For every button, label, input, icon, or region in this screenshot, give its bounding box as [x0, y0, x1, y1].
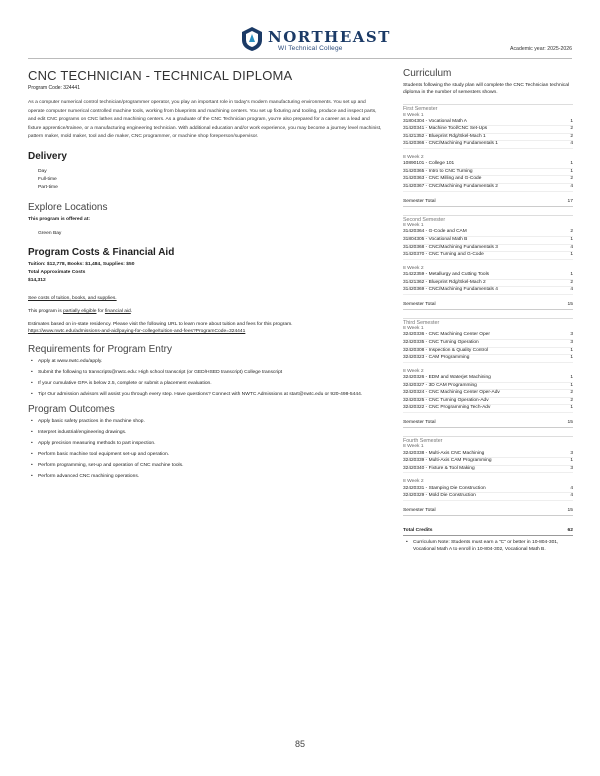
- course-title: 31421362 - Blueprint Rdg/Skel-Mach 2: [403, 279, 486, 285]
- course-credits: 1: [570, 375, 573, 380]
- course-credits: 3: [570, 340, 573, 346]
- semester-block: [403, 436, 573, 516]
- course-title: 32420329 - Mold Die Construction: [403, 493, 476, 499]
- semester-total-value: 17: [567, 198, 573, 204]
- semester-title: Second Semester: [403, 215, 573, 224]
- course-title: 31422359 - Metallurgy and Cutting Tools: [403, 271, 490, 277]
- course-credits: 2: [570, 397, 573, 403]
- requirements-list: [28, 358, 383, 398]
- course-row: [403, 405, 573, 413]
- program-code: Program Code: 324441: [28, 85, 80, 91]
- delivery-list: [28, 168, 383, 193]
- program-title: CNC TECHNICIAN - TECHNICAL DIPLOMA: [28, 68, 293, 83]
- semester-total-label: Semester Total: [403, 507, 436, 513]
- semester-title: Fourth Semester: [403, 436, 573, 445]
- semester-list: [403, 104, 573, 516]
- course-title: 31420369 - CNC/Machining Fundamentals 4: [403, 287, 498, 293]
- delivery-item: Day: [38, 168, 47, 174]
- delivery-item: Full-time: [38, 177, 57, 183]
- outcome-item: • Apply precision measuring methods to part inspection.: [28, 440, 383, 447]
- course-title: 31420366 - CNC/Machining Fundamentals 1: [403, 141, 498, 147]
- program-details: [28, 68, 383, 484]
- course-row: [403, 287, 573, 295]
- course-row: [403, 237, 573, 245]
- week-label: 8 Week 1: [403, 223, 424, 229]
- course-title: 31420363 - CNC Milling and G-Code: [403, 176, 482, 182]
- outcome-item: • Perform basic machine tool equipment set-up and operation.: [28, 451, 383, 458]
- semester-block: [403, 215, 573, 310]
- course-credits: 1: [570, 355, 573, 361]
- course-title: 31804305 - Vocational Math B: [403, 236, 468, 242]
- semester-total-label: Semester Total: [403, 419, 436, 425]
- course-title: 31420365 - Intro to CNC Turning: [403, 168, 473, 174]
- curriculum-notes: [403, 539, 573, 553]
- requirement-item: • Tip! Our admission advisors will assist you through every step. Have questions? Connect with NWTC Admissions at start@nwtc.edu or 920-498-5444.: [28, 391, 383, 398]
- course-title: 32420326 - EDM and Waterjet Machining: [403, 375, 491, 380]
- outcome-item: • Perform advanced CNC machining operations.: [28, 473, 383, 480]
- course-credits: 4: [570, 287, 573, 293]
- semester-total-row: [403, 199, 573, 207]
- costs-link[interactable]: See costs of tuition, books, and supplies.: [28, 295, 117, 301]
- requirement-item: • Apply at www.nwtc.edu/apply.: [28, 358, 383, 365]
- course-title: 31420370 - CNC Turning and G-Code: [403, 252, 484, 258]
- course-row: [403, 340, 573, 348]
- course-title: 32420336 - CNC Machining Center Oper: [403, 332, 490, 338]
- course-title: 31420364 - G-Code and CAM: [403, 229, 467, 235]
- week-label: 8 Week 2: [403, 265, 424, 271]
- semester-total-label: Semester Total: [403, 301, 436, 307]
- course-row: [403, 184, 573, 192]
- requirement-item: • Submit the following to transcripts@nwtc.edu: High school transcript (or GED/HSED transcript) College transcript: [28, 369, 383, 376]
- header-divider: [28, 58, 572, 59]
- course-title: 32420308 - Inspection & Quality Control: [403, 347, 489, 353]
- course-row: [403, 375, 573, 383]
- delivery-heading: Delivery: [28, 150, 67, 162]
- course-credits: 3: [570, 465, 573, 471]
- total-credits-row: [403, 528, 573, 536]
- week-label: 8 Week 1: [403, 444, 424, 450]
- course-title: 32420322 - CNC Programming Tech-Adv: [403, 405, 491, 411]
- course-row: [403, 458, 573, 466]
- course-credits: 4: [570, 141, 573, 147]
- outcomes-heading: Program Outcomes: [28, 404, 115, 416]
- semester-total-value: 15: [567, 301, 573, 307]
- semester-total-row: [403, 508, 573, 516]
- college-logo-icon: [240, 26, 264, 52]
- delivery-item: Part-time: [38, 185, 58, 191]
- week-label: 8 Week 1: [403, 326, 424, 332]
- course-credits: 1: [570, 271, 573, 277]
- week-label: 8 Week 1: [403, 112, 424, 118]
- curriculum-heading: Curriculum: [403, 68, 452, 79]
- course-row: [403, 252, 573, 260]
- course-title: 32420327 - 3D CAM Programming: [403, 382, 477, 388]
- estimate-text: Estimates based on in-state residency. Please visit the following URL to learn more about tuition and fees for this program.: [28, 321, 293, 327]
- course-credits: 1: [570, 458, 573, 464]
- outcome-item: • Apply basic safety practices in the machine shop.: [28, 418, 383, 425]
- partially-eligible-link[interactable]: partially eligible: [63, 309, 97, 315]
- outcome-item: • Interpret industrial/engineering drawings.: [28, 429, 383, 436]
- course-credits: 3: [570, 332, 573, 338]
- course-title: 32420324 - CNC Machining Center Oper-Adv: [403, 390, 500, 396]
- course-row: [403, 126, 573, 134]
- course-row: [403, 141, 573, 149]
- course-credits: 4: [570, 493, 573, 499]
- course-row: [403, 332, 573, 340]
- course-row: [403, 280, 573, 288]
- course-credits: 1: [570, 118, 573, 124]
- course-title: 32420339 - Multi-Axis CAM Programming: [403, 458, 492, 464]
- costs-total-label: Total Approximate Costs: [28, 270, 86, 276]
- course-row: [403, 272, 573, 280]
- course-credits: 4: [570, 485, 573, 491]
- financial-aid-link[interactable]: financial aid: [104, 309, 131, 315]
- outcome-item: • Perform programming, set-up and operation of CNC machine tools.: [28, 462, 383, 469]
- curriculum-note: • Curriculum Note: Students must earn a "C" or better in 10-804-301, Vocational Math A to enroll in 10-804-302, Vocational Math B.: [403, 539, 573, 553]
- page-number: 85: [294, 739, 305, 749]
- course-title: 31421352 - Blueprint Rdg/Skel-Mach 1: [403, 133, 486, 139]
- course-row: [403, 245, 573, 253]
- course-credits: 2: [570, 126, 573, 132]
- semester-total-label: Semester Total: [403, 198, 436, 204]
- financial-aid-line: This program is partially eligible for financial aid.: [28, 309, 133, 315]
- requirement-item: • If your cumulative GPA is below 2.5, complete or submit a placement evaluation.: [28, 380, 383, 387]
- course-title: 32420331 - Stamping Die Construction: [403, 485, 486, 491]
- course-credits: 4: [570, 244, 573, 250]
- semester-block: [403, 104, 573, 207]
- week-label: 8 Week 2: [403, 155, 424, 161]
- requirements-heading: Requirements for Program Entry: [28, 344, 172, 356]
- course-credits: 1: [570, 405, 573, 411]
- location-item: Green Bay: [38, 230, 62, 236]
- tuition-url-link[interactable]: https://www.nwtc.edu/admissions-and-aid/paying-for-college/tuition-and-fees?ProgramCode=324441: [28, 328, 246, 334]
- course-title: 32420325 - CNC Turning Operation-Adv: [403, 397, 489, 403]
- semester-title: First Semester: [403, 104, 573, 113]
- college-name: NORTHEAST: [268, 28, 391, 46]
- college-subname: WI Technical College: [278, 45, 343, 52]
- course-credits: 2: [570, 279, 573, 285]
- semester-total-row: [403, 302, 573, 310]
- course-row: [403, 466, 573, 474]
- course-row: [403, 161, 573, 169]
- outcomes-list: [28, 418, 383, 480]
- course-row: [403, 390, 573, 398]
- semester-total-value: 15: [567, 507, 573, 513]
- college-logo: [240, 26, 390, 56]
- course-credits: 1: [570, 236, 573, 242]
- course-credits: 2: [570, 390, 573, 396]
- course-credits: 2: [570, 133, 573, 139]
- course-credits: 1: [570, 161, 573, 167]
- semester-title: Third Semester: [403, 318, 573, 327]
- course-title: 32420335 - CNC Turning Operation: [403, 340, 479, 346]
- course-row: [403, 229, 573, 237]
- curriculum-intro: Students following the study plan will complete the CNC Technician technical diploma in the number of semesters shown.: [403, 83, 570, 95]
- course-title: 32420338 - Multi-Axis CNC Machining: [403, 450, 485, 456]
- course-row: [403, 493, 573, 501]
- semester-total-value: 15: [567, 419, 573, 425]
- week-label: 8 Week 2: [403, 479, 424, 485]
- locations-offered-label: This program is offered at:: [28, 216, 90, 222]
- course-title: 10890101 - College 101: [403, 161, 455, 167]
- program-description: As a computer numerical control technician/programmer operator, you play an important role in today's modern manufacturing environments. You set up and operate computer numerical controlled machine tools, working from blueprints and machining centers. You set up fixturing and tooling, produce and inspect parts, and edit CNC programs on CNC lathes and machining centers. As a graduate of the CNC Technician program, you're also prepared for a career as a lead and fixture apprentice/trainee, or a manufacturing engineering technician. With additional education and/or work experience, you may become a journey level machinist, pattern maker, mold maker, tool and die maker, CNC programmer, or machine shop foreperson/supervisor.: [28, 100, 382, 140]
- course-title: 32420340 - Fixture & Tool Making: [403, 465, 475, 471]
- academic-year: Academic year: 2025-2026: [510, 46, 572, 52]
- course-credits: 2: [570, 176, 573, 182]
- course-credits: 1: [570, 382, 573, 388]
- costs-heading: Program Costs & Financial Aid: [28, 246, 175, 258]
- course-credits: 1: [570, 347, 573, 353]
- curriculum-panel: [403, 68, 573, 557]
- semester-total-row: [403, 420, 573, 428]
- course-row: [403, 355, 573, 363]
- total-credits-label: Total Credits: [403, 527, 433, 533]
- course-title: 32420323 - CAM Programming: [403, 355, 470, 361]
- locations-heading: Explore Locations: [28, 201, 108, 213]
- semester-block: [403, 318, 573, 428]
- course-title: 31804304 - Vocational Math A: [403, 118, 468, 124]
- week-label: 8 Week 2: [403, 368, 424, 374]
- total-credits-value: 62: [567, 527, 573, 533]
- course-credits: 4: [570, 184, 573, 190]
- locations-list: [28, 230, 383, 238]
- course-title: 31420367 - CNC/Machining Fundamentals 2: [403, 184, 498, 190]
- course-credits: 1: [570, 252, 573, 258]
- costs-total-value: $14,312: [28, 278, 46, 284]
- costs-breakdown: Tuition: $12,778, Books: $1,484, Supplies: $50: [28, 261, 135, 267]
- course-title: 31420341 - Machine Tool/CNC Set-Ups: [403, 126, 488, 132]
- course-credits: 1: [570, 168, 573, 174]
- course-credits: 3: [570, 450, 573, 456]
- course-credits: 2: [570, 229, 573, 235]
- course-row: [403, 176, 573, 184]
- course-title: 31420368 - CNC/Machining Fundamentals 3: [403, 244, 498, 250]
